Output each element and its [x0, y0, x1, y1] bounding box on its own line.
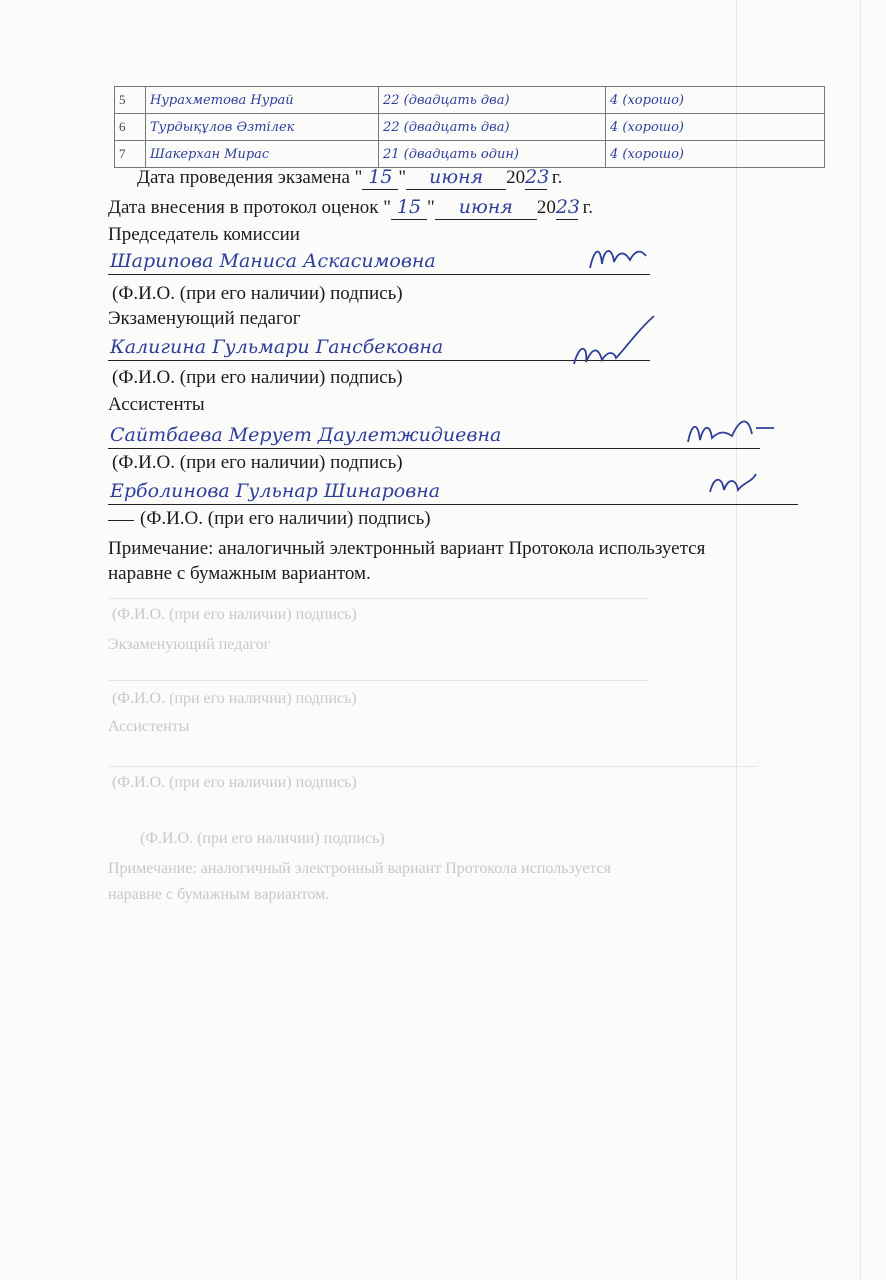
- table-row: [115, 87, 825, 114]
- student-score: 22 (двадцать два): [383, 120, 510, 135]
- exam-date-month: июня: [429, 166, 484, 188]
- assistant2-caption-underline: [108, 520, 134, 521]
- assistants-role: Ассистенты: [108, 394, 205, 415]
- assistant1-signature-icon: [682, 408, 778, 452]
- protocol-date-suffix: г.: [577, 197, 593, 218]
- show-through-line: [108, 598, 648, 599]
- examiner-signature-icon: [566, 312, 662, 372]
- examiner-caption: (Ф.И.О. (при его наличии) подпись): [112, 367, 403, 388]
- show-through-line: [108, 680, 648, 681]
- scan-artifact-line: [860, 0, 861, 1280]
- exam-date-line: [137, 166, 562, 190]
- student-grade: 4 (хорошо): [610, 93, 684, 108]
- assistant2-name: Ерболинова Гульнар Шинаровна: [110, 480, 441, 502]
- chairman-name: Шарипова Маниса Аскасимовна: [110, 250, 436, 272]
- scan-artifact-line: [736, 0, 737, 1280]
- note-line-1: Примечание: аналогичный электронный вариант Протокола используется: [108, 538, 706, 559]
- exam-date-quote: ": [398, 167, 407, 188]
- assistant2-caption: (Ф.И.О. (при его наличии) подпись): [140, 508, 431, 529]
- assistant1-caption: (Ф.И.О. (при его наличии) подпись): [112, 452, 403, 473]
- student-score: 21 (двадцать один): [383, 147, 519, 162]
- row-number: 5: [115, 87, 146, 114]
- student-name: Турдықұлов Әзтілек: [150, 120, 295, 135]
- chairman-signature-icon: [584, 240, 654, 276]
- exam-date-year-suffix: 23: [525, 166, 550, 188]
- assistant2-name-field: [108, 474, 798, 505]
- exam-date-suffix: г.: [547, 167, 563, 188]
- show-through-text: (Ф.И.О. (при его наличии) подпись): [140, 830, 385, 847]
- row-number: 6: [115, 114, 146, 141]
- assistant1-name: Сайтбаева Мерует Даулетжидиевна: [110, 424, 502, 446]
- assistant2-signature-icon: [706, 466, 766, 502]
- grades-table: [114, 86, 825, 168]
- table-row: [115, 141, 825, 168]
- chairman-name-field: [108, 246, 650, 275]
- protocol-date-month: июня: [458, 196, 513, 218]
- examiner-name: Калигина Гульмари Гансбековна: [110, 336, 444, 358]
- chairman-caption: (Ф.И.О. (при его наличии) подпись): [112, 283, 403, 304]
- examiner-role: Экзаменующий педагог: [108, 308, 301, 329]
- show-through-text: (Ф.И.О. (при его наличии) подпись): [112, 690, 357, 707]
- protocol-date-year-suffix: 23: [555, 196, 580, 218]
- show-through-text: Примечание: аналогичный электронный вариант Протокола используется: [108, 860, 611, 877]
- protocol-date-label: Дата внесения в протокол оценок ": [108, 197, 392, 218]
- exam-date-label: Дата проведения экзамена ": [137, 167, 363, 188]
- protocol-date-day: 15: [396, 196, 422, 218]
- exam-date-day: 15: [368, 166, 393, 188]
- show-through-text: Ассистенты: [108, 718, 190, 735]
- student-name: Шакерхан Мирас: [150, 147, 270, 162]
- note-line-2: наравне с бумажным вариантом.: [108, 563, 371, 584]
- student-name: Нурахметова Нурай: [150, 93, 294, 108]
- exam-date-year-prefix: 20: [506, 167, 526, 188]
- show-through-text: (Ф.И.О. (при его наличии) подпись): [112, 774, 357, 791]
- student-grade: 4 (хорошо): [610, 120, 684, 135]
- table-row: [115, 114, 825, 141]
- student-score: 22 (двадцать два): [383, 93, 510, 108]
- protocol-date-year-prefix: 20: [536, 197, 556, 218]
- show-through-line: [108, 766, 758, 767]
- student-grade: 4 (хорошо): [610, 147, 684, 162]
- chairman-role: Председатель комиссии: [108, 224, 300, 245]
- show-through-text: (Ф.И.О. (при его наличии) подпись): [112, 606, 357, 623]
- show-through-text: Экзаменующий педагог: [108, 636, 271, 653]
- protocol-date-quote: ": [427, 197, 435, 218]
- protocol-date-line: [108, 196, 593, 220]
- show-through-text: наравне с бумажным вариантом.: [108, 886, 330, 903]
- assistant1-name-field: [108, 418, 760, 449]
- row-number: 7: [115, 141, 146, 168]
